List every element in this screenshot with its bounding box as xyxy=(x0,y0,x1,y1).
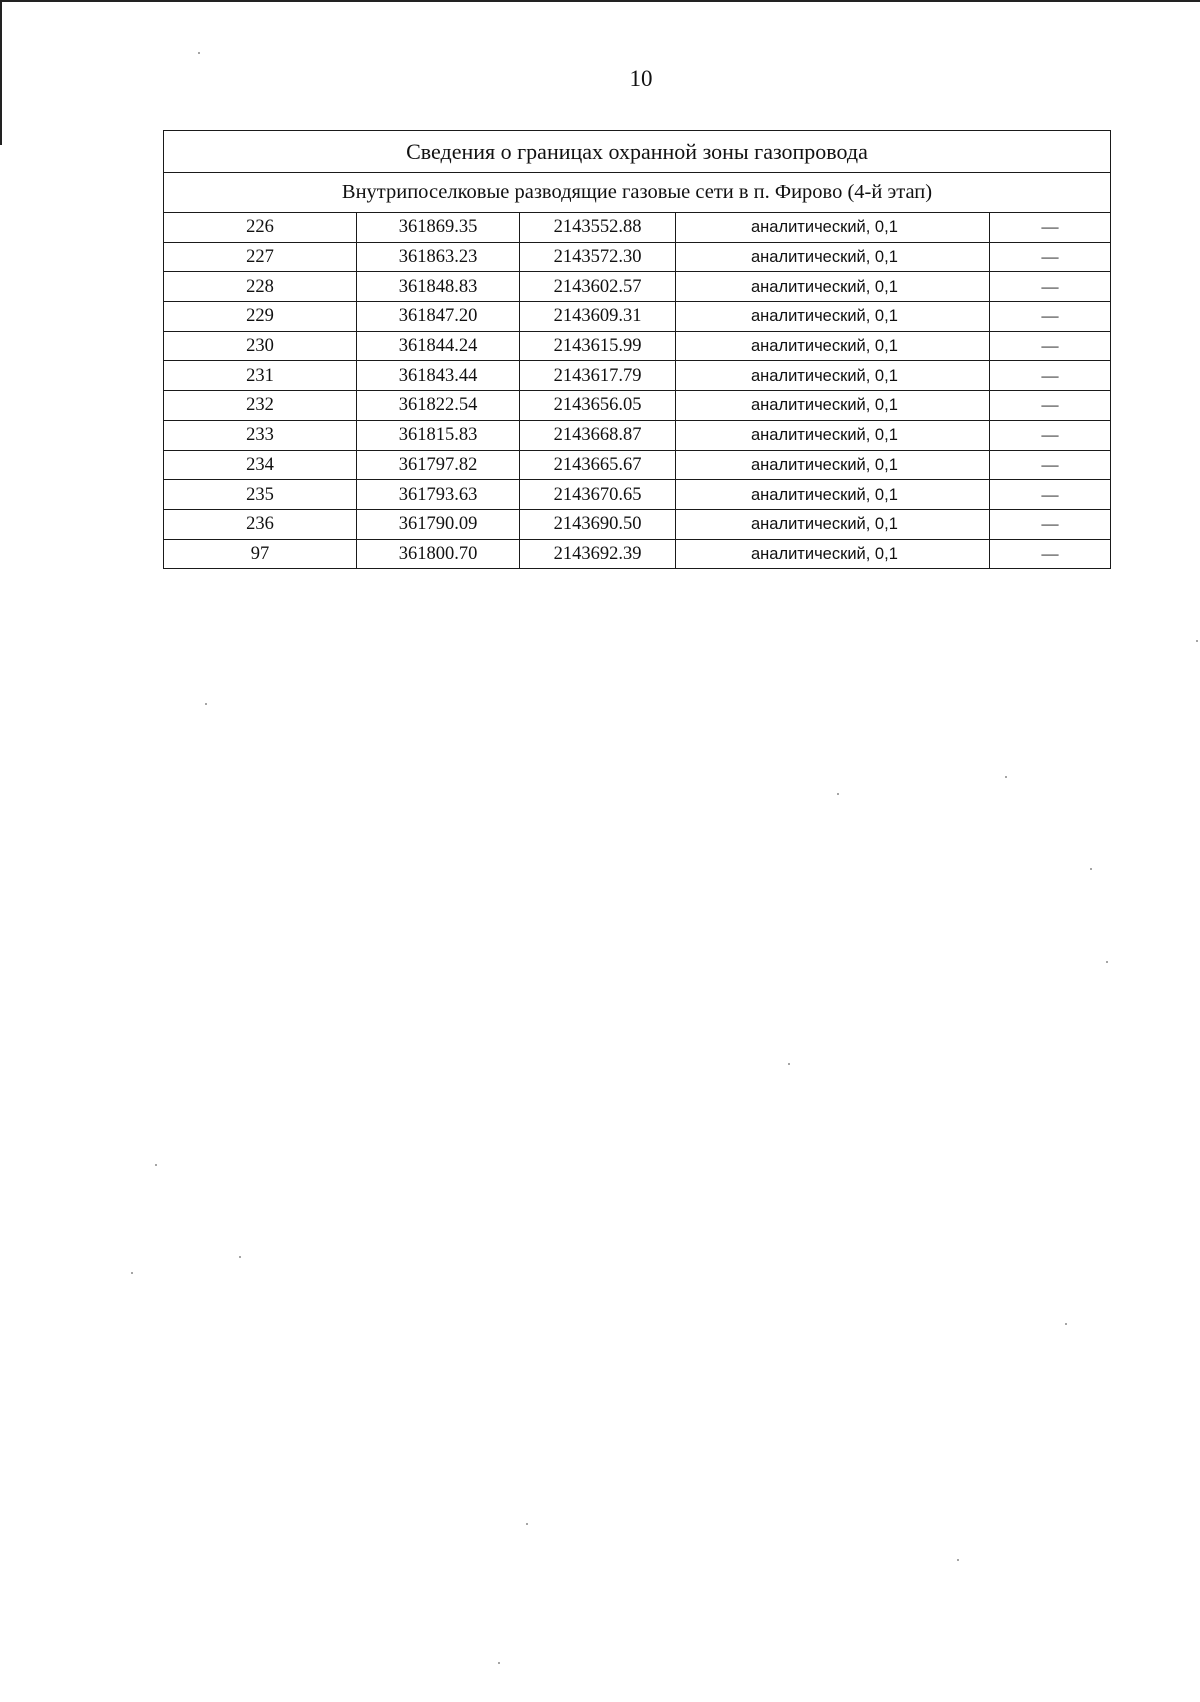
table-row xyxy=(164,509,1111,539)
cell-x-coordinate: 361863.23 xyxy=(357,242,520,272)
cell-y-coordinate: 2143572.30 xyxy=(520,242,676,272)
cell-x-coordinate: 361797.82 xyxy=(357,450,520,480)
cell-accuracy-method: аналитический, 0,1 xyxy=(676,302,990,332)
table-row xyxy=(164,420,1111,450)
cell-x-coordinate: 361822.54 xyxy=(357,391,520,421)
cell-note: — xyxy=(990,361,1111,391)
protection-zone-table xyxy=(163,130,1111,569)
cell-x-coordinate: 361847.20 xyxy=(357,302,520,332)
cell-point-number: 97 xyxy=(164,539,357,569)
cell-y-coordinate: 2143617.79 xyxy=(520,361,676,391)
cell-accuracy-method: аналитический, 0,1 xyxy=(676,391,990,421)
cell-y-coordinate: 2143602.57 xyxy=(520,272,676,302)
cell-note: — xyxy=(990,480,1111,510)
scan-speck xyxy=(957,1559,959,1561)
table-row xyxy=(164,480,1111,510)
cell-accuracy-method: аналитический, 0,1 xyxy=(676,361,990,391)
cell-x-coordinate: 361848.83 xyxy=(357,272,520,302)
cell-x-coordinate: 361790.09 xyxy=(357,509,520,539)
table-title-row xyxy=(164,131,1111,173)
cell-note: — xyxy=(990,213,1111,243)
cell-y-coordinate: 2143615.99 xyxy=(520,331,676,361)
cell-accuracy-method: аналитический, 0,1 xyxy=(676,331,990,361)
cell-note: — xyxy=(990,391,1111,421)
table-row xyxy=(164,450,1111,480)
cell-accuracy-method: аналитический, 0,1 xyxy=(676,509,990,539)
cell-note: — xyxy=(990,509,1111,539)
cell-x-coordinate: 361815.83 xyxy=(357,420,520,450)
cell-accuracy-method: аналитический, 0,1 xyxy=(676,272,990,302)
scan-speck xyxy=(1090,868,1092,870)
cell-accuracy-method: аналитический, 0,1 xyxy=(676,539,990,569)
cell-accuracy-method: аналитический, 0,1 xyxy=(676,480,990,510)
scan-speck xyxy=(526,1523,528,1525)
cell-note: — xyxy=(990,331,1111,361)
cell-point-number: 232 xyxy=(164,391,357,421)
scan-top-border xyxy=(0,0,1200,2)
cell-note: — xyxy=(990,302,1111,332)
cell-point-number: 235 xyxy=(164,480,357,510)
table-row xyxy=(164,302,1111,332)
table-row xyxy=(164,361,1111,391)
cell-y-coordinate: 2143670.65 xyxy=(520,480,676,510)
cell-point-number: 228 xyxy=(164,272,357,302)
scan-speck xyxy=(205,703,207,705)
cell-point-number: 226 xyxy=(164,213,357,243)
scan-speck xyxy=(1196,640,1198,642)
scan-speck xyxy=(1065,1323,1067,1325)
cell-y-coordinate: 2143552.88 xyxy=(520,213,676,243)
scan-speck xyxy=(239,1256,241,1258)
cell-x-coordinate: 361800.70 xyxy=(357,539,520,569)
scan-speck xyxy=(788,1063,790,1065)
cell-point-number: 236 xyxy=(164,509,357,539)
cell-note: — xyxy=(990,242,1111,272)
cell-note: — xyxy=(990,420,1111,450)
cell-y-coordinate: 2143690.50 xyxy=(520,509,676,539)
cell-y-coordinate: 2143656.05 xyxy=(520,391,676,421)
cell-accuracy-method: аналитический, 0,1 xyxy=(676,242,990,272)
cell-y-coordinate: 2143692.39 xyxy=(520,539,676,569)
cell-accuracy-method: аналитический, 0,1 xyxy=(676,420,990,450)
cell-note: — xyxy=(990,539,1111,569)
cell-point-number: 233 xyxy=(164,420,357,450)
cell-y-coordinate: 2143609.31 xyxy=(520,302,676,332)
table-row xyxy=(164,391,1111,421)
cell-point-number: 234 xyxy=(164,450,357,480)
cell-y-coordinate: 2143668.87 xyxy=(520,420,676,450)
table-subtitle: Внутрипоселковые разводящие газовые сети в п. Фирово (4-й этап) xyxy=(164,173,1111,213)
cell-point-number: 231 xyxy=(164,361,357,391)
scan-speck xyxy=(837,793,839,795)
scan-speck xyxy=(131,1272,133,1274)
table-row xyxy=(164,331,1111,361)
scan-speck xyxy=(198,52,200,54)
table-row xyxy=(164,213,1111,243)
table-title: Сведения о границах охранной зоны газопровода xyxy=(164,131,1111,173)
cell-y-coordinate: 2143665.67 xyxy=(520,450,676,480)
table-row xyxy=(164,272,1111,302)
cell-accuracy-method: аналитический, 0,1 xyxy=(676,450,990,480)
page-number: 10 xyxy=(629,66,653,91)
scan-speck xyxy=(1106,961,1108,963)
cell-x-coordinate: 361793.63 xyxy=(357,480,520,510)
cell-accuracy-method: аналитический, 0,1 xyxy=(676,213,990,243)
cell-x-coordinate: 361869.35 xyxy=(357,213,520,243)
table-row xyxy=(164,539,1111,569)
cell-point-number: 229 xyxy=(164,302,357,332)
cell-point-number: 227 xyxy=(164,242,357,272)
scan-speck xyxy=(1005,776,1007,778)
cell-note: — xyxy=(990,272,1111,302)
cell-point-number: 230 xyxy=(164,331,357,361)
cell-x-coordinate: 361843.44 xyxy=(357,361,520,391)
cell-x-coordinate: 361844.24 xyxy=(357,331,520,361)
table-subtitle-row xyxy=(164,173,1111,213)
scan-speck xyxy=(155,1164,157,1166)
cell-note: — xyxy=(990,450,1111,480)
table-row xyxy=(164,242,1111,272)
scan-speck xyxy=(498,1662,500,1664)
